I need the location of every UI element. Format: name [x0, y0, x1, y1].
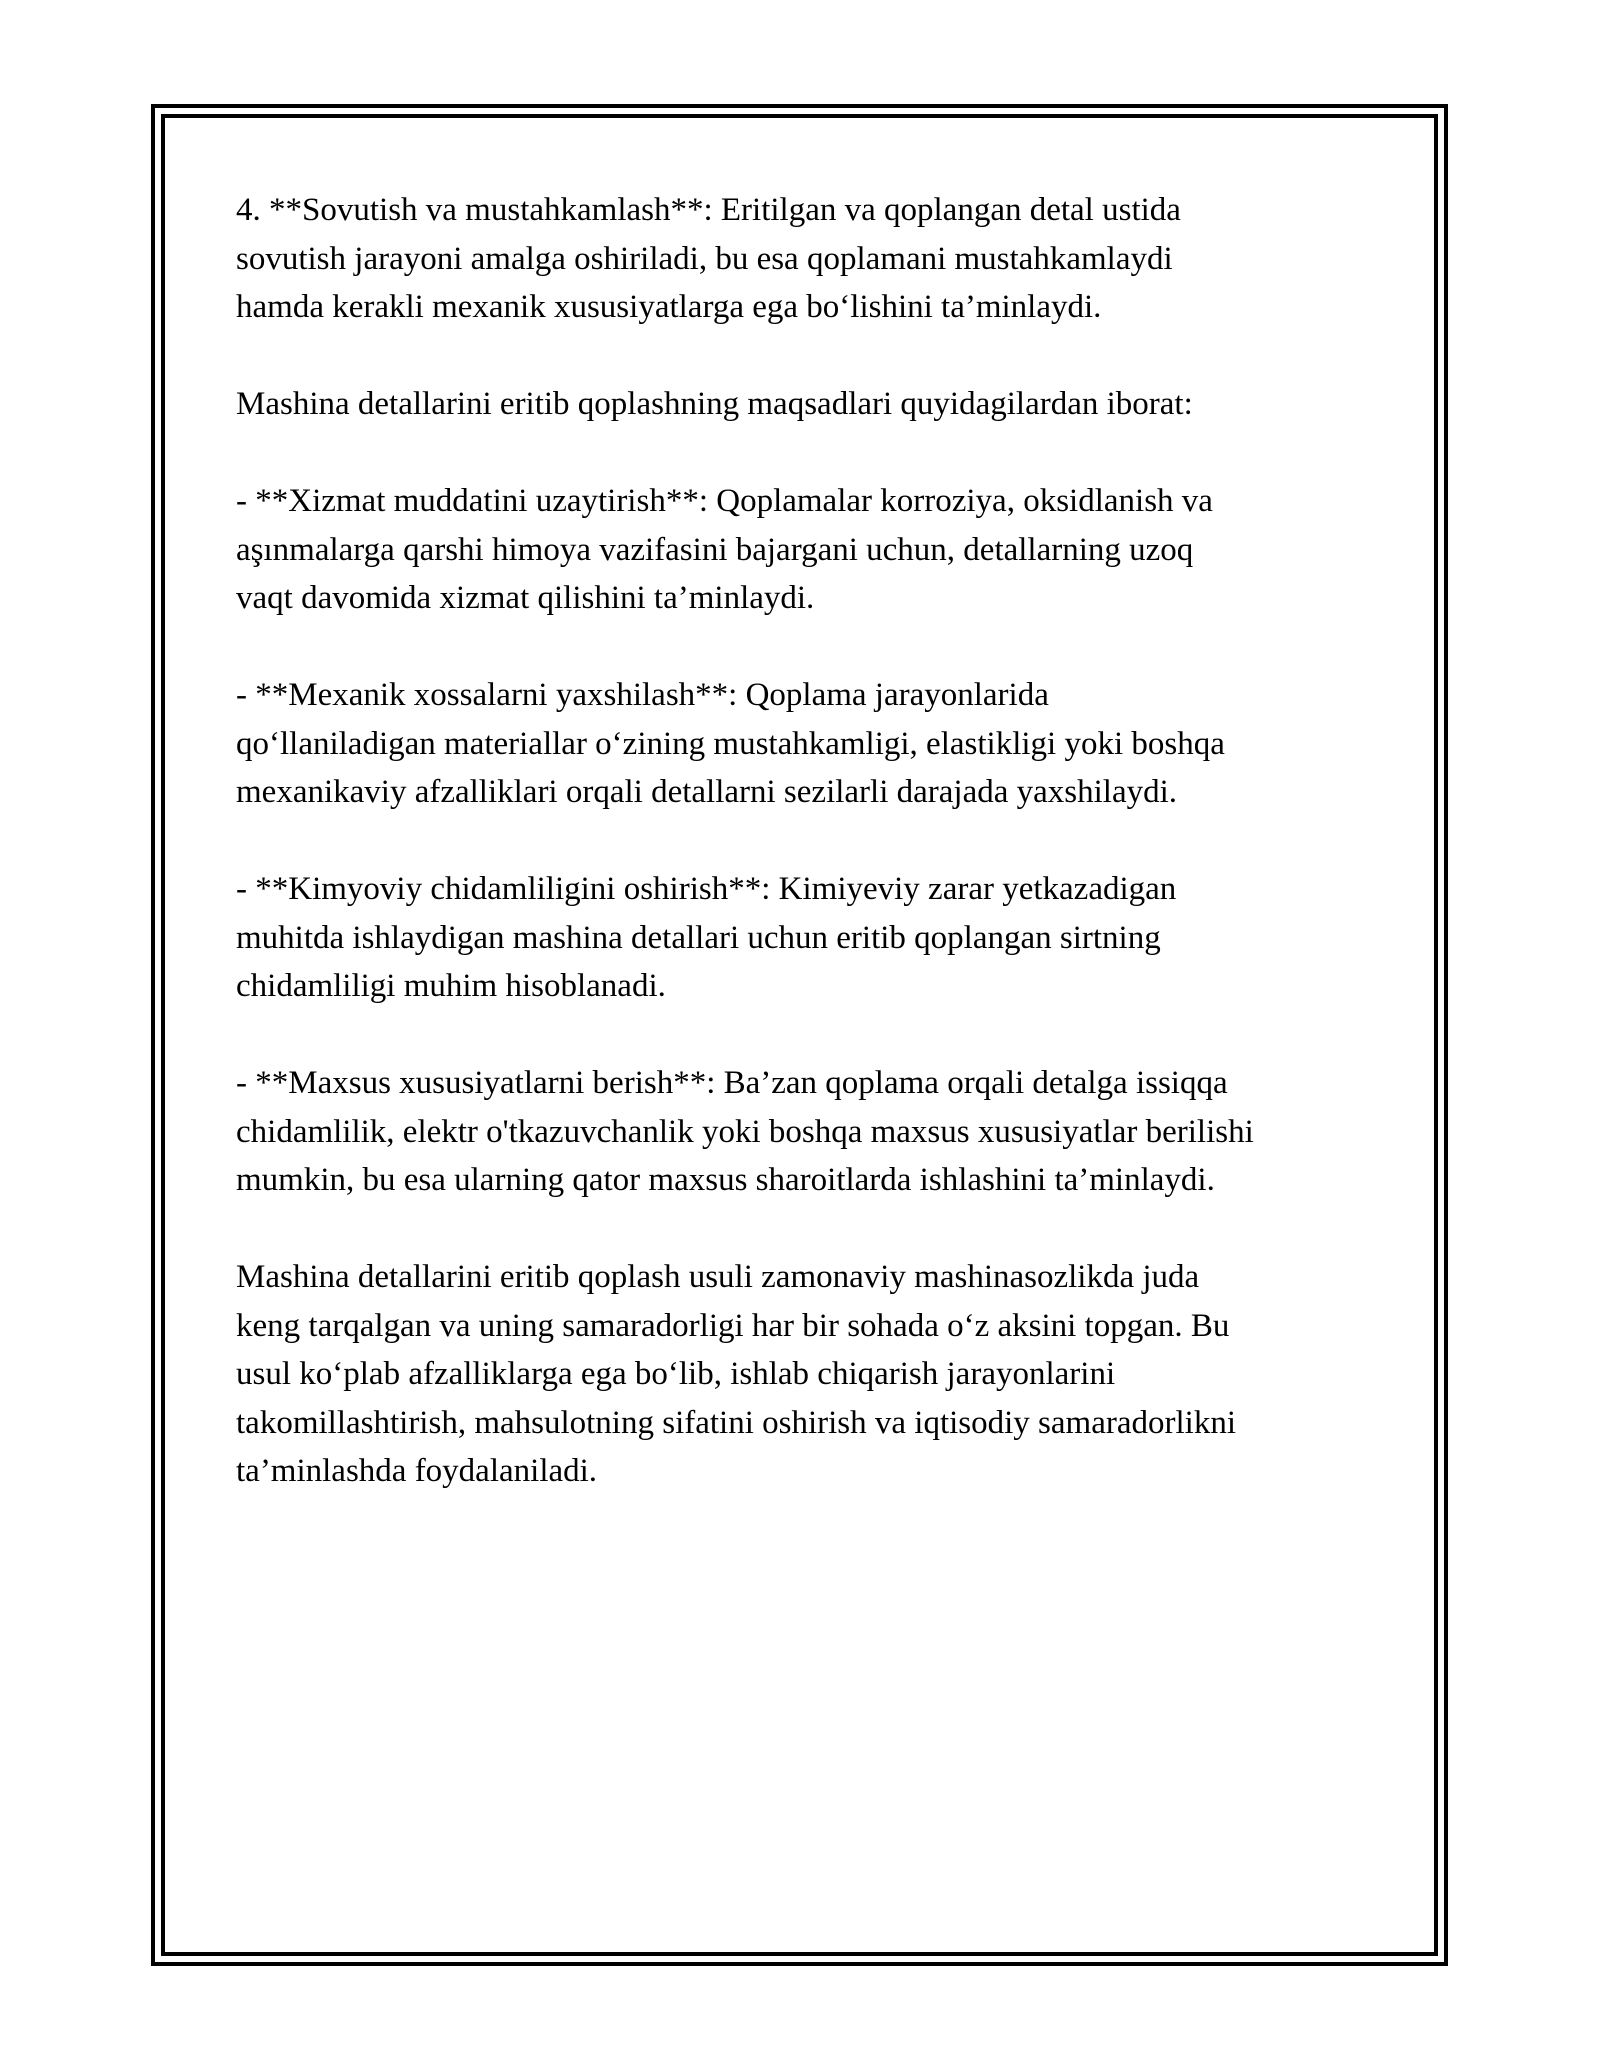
document-body — [236, 186, 1386, 1544]
paragraph-goals-intro — [236, 380, 1386, 429]
text-line: mexanikaviy afzalliklari orqali detallarni sezilarli darajada yaxshilaydi. — [236, 774, 1178, 810]
list-item-service-life — [236, 477, 1386, 623]
text-line: Mashina detallarini eritib qoplash usuli zamonaviy mashinasozlikda juda — [236, 1259, 1200, 1295]
text-line: 4. **Sovutish va mustahkamlash**: Eritilgan va qoplangan detal ustida — [236, 192, 1181, 228]
text-line: - **Mexanik xossalarni yaxshilash**: Qoplama jarayonlarida — [236, 677, 1049, 713]
text-line: usul ko‘plab afzalliklarga ega bo‘lib, ishlab chiqarish jarayonlarini — [236, 1356, 1116, 1392]
text-line: - **Maxsus xususiyatlarni berish**: Ba’zan qoplama orqali detalga issiqqa — [236, 1065, 1228, 1101]
paragraph-cooling-step — [236, 186, 1386, 332]
text-line: Mashina detallarini eritib qoplashning maqsadlari quyidagilardan iborat: — [236, 386, 1193, 422]
text-line: keng tarqalgan va uning samaradorligi har bir sohada o‘z aksini topgan. Bu — [236, 1307, 1230, 1344]
text-line: - **Kimyoviy chidamliligini oshirish**: Kimiyeviy zarar yetkazadigan — [236, 871, 1177, 907]
list-item-mechanical-properties — [236, 671, 1386, 817]
text-line: - **Xizmat muddatini uzaytirish**: Qoplamalar korroziya, oksidlanish va — [236, 483, 1213, 519]
text-line: chidamlilik, elektr o'tkazuvchanlik yoki boshqa maxsus xususiyatlar berilishi — [236, 1113, 1254, 1150]
text-line: vaqt davomida xizmat qilishini ta’minlaydi. — [236, 580, 815, 616]
text-line: chidamliligi muhim hisoblanadi. — [236, 968, 666, 1004]
text-line: ta’minlashda foydalaniladi. — [236, 1453, 598, 1489]
text-line: qo‘llaniladigan materiallar o‘zining mustahkamligi, elastikligi yoki boshqa — [236, 725, 1225, 762]
list-item-special-properties — [236, 1059, 1386, 1205]
list-item-chemical-resistance — [236, 865, 1386, 1011]
text-line: hamda kerakli mexanik xususiyatlarga ega bo‘lishini ta’minlaydi. — [236, 289, 1102, 325]
text-line: mumkin, bu esa ularning qator maxsus sharoitlarda ishlashini ta’minlaydi. — [236, 1162, 1215, 1198]
text-line: aşınmalarga qarshi himoya vazifasini bajargani uchun, detallarning uzoq — [236, 531, 1194, 568]
text-line: sovutish jarayoni amalga oshiriladi, bu esa qoplamani mustahkamlaydi — [236, 240, 1173, 277]
paragraph-conclusion — [236, 1253, 1386, 1496]
text-line: takomillashtirish, mahsulotning sifatini oshirish va iqtisodiy samaradorlikni — [236, 1404, 1236, 1441]
text-line: muhitda ishlaydigan mashina detallari uchun eritib qoplangan sirtning — [236, 919, 1161, 956]
